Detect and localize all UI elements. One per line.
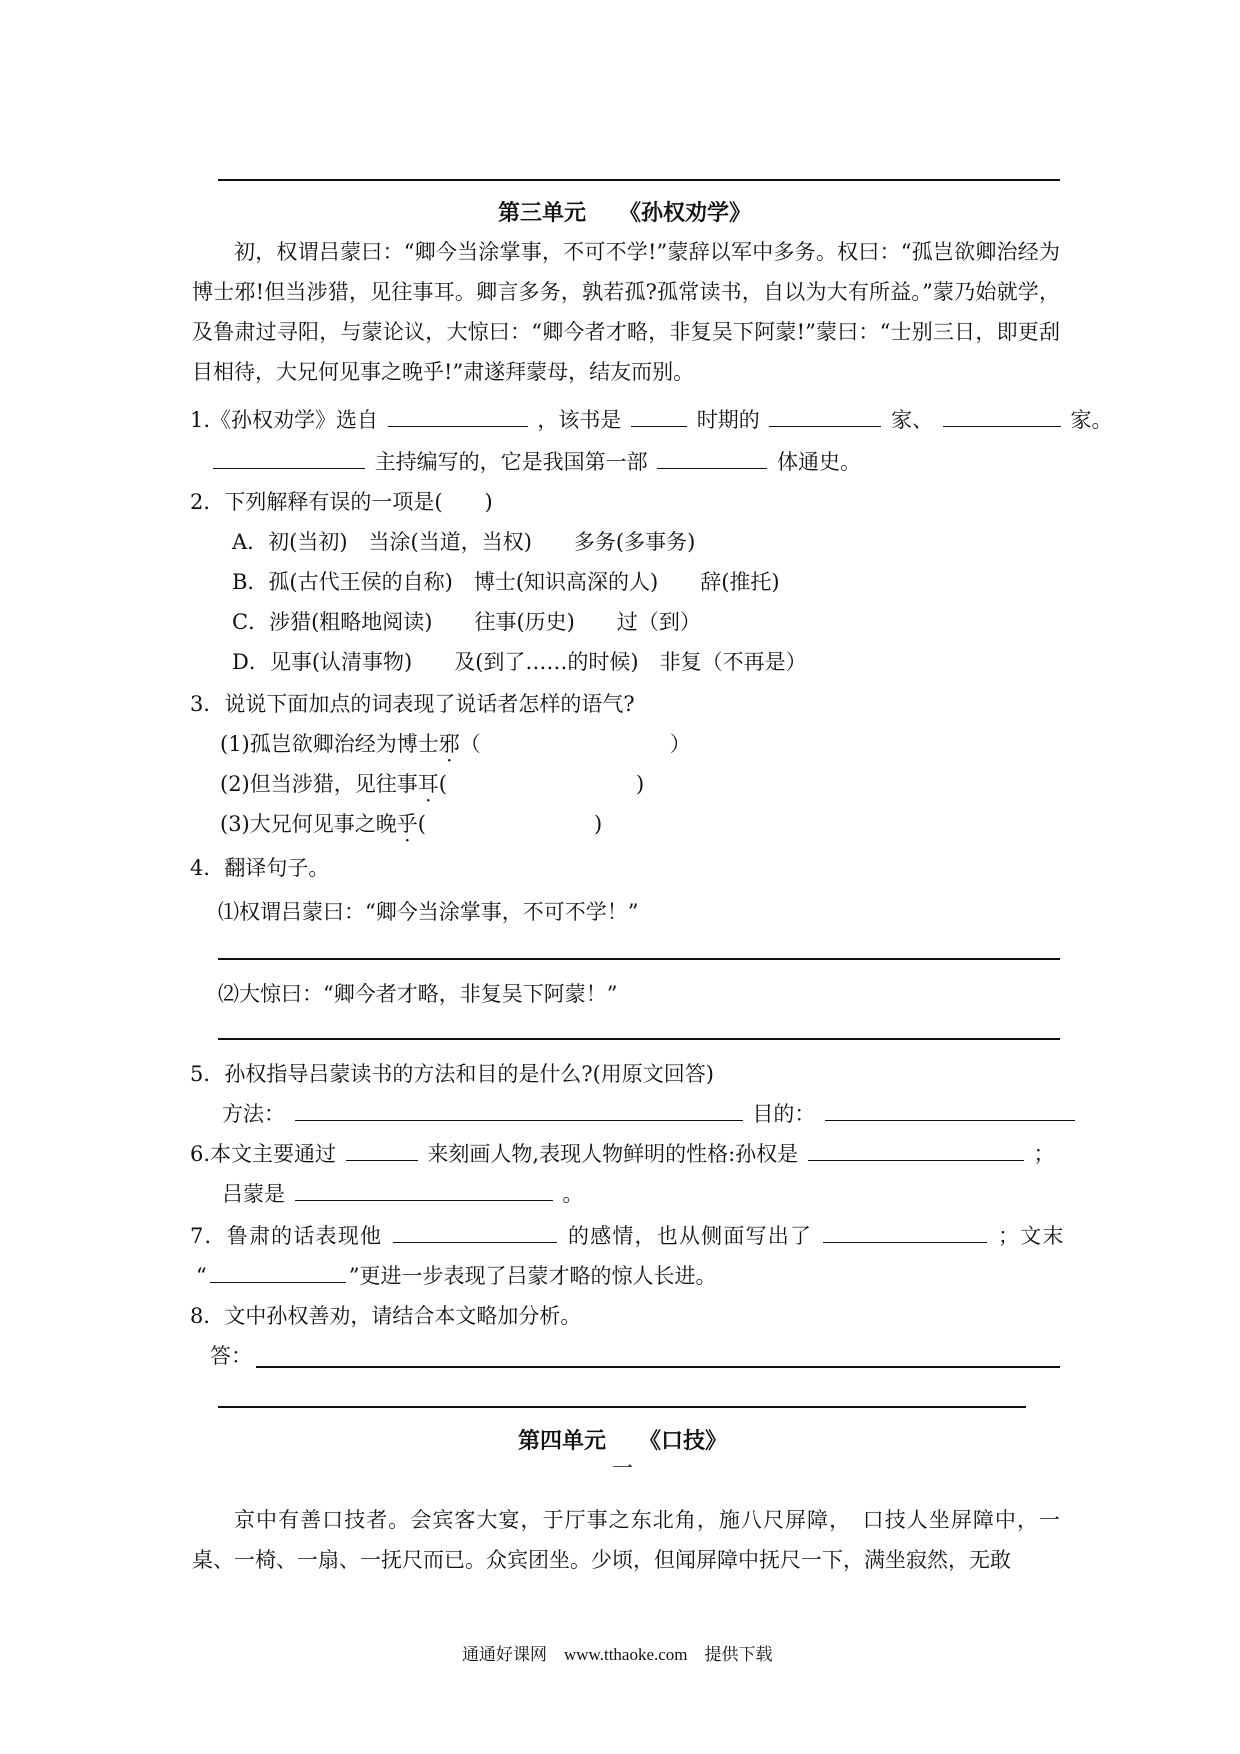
q6-blank-lvmeng[interactable]	[295, 1178, 553, 1201]
question-8-stem: 8．文中孙权善劝，请结合本文略加分析。	[190, 1304, 582, 1328]
q5-purpose-blank[interactable]	[825, 1098, 1075, 1121]
q3-item-3-text: (3)大兄何见事之晚	[220, 812, 397, 836]
q3-item-2-answer[interactable]: ( )	[438, 772, 645, 796]
q2-option-b[interactable]: B．孤(古代王侯的自称) 博士(知识高深的人) 辞(推托)	[232, 570, 780, 594]
q6-blank-method[interactable]	[346, 1138, 418, 1161]
question-7-line2	[196, 1260, 716, 1290]
q1-blank-role2[interactable]	[943, 404, 1061, 427]
question-4-stem: 4．翻译句子。	[190, 856, 330, 880]
q7-text-d: “	[196, 1264, 207, 1289]
q7-text-e: ”更进一步表现了吕蒙才略的惊人长进。	[348, 1264, 717, 1289]
q6-text-c: ；	[1033, 1142, 1055, 1167]
unit4-heading: 第四单元 《口技》	[518, 1428, 728, 1454]
q7-blank-feeling[interactable]	[393, 1220, 557, 1243]
q1-text-b: ，该书是	[537, 408, 622, 433]
q3-item-1-text: (1)孤岂欲卿治经为博士	[220, 732, 439, 756]
q1-blank-role1[interactable]	[769, 404, 881, 427]
q7-text-a: 7．鲁肃的话表现他	[190, 1224, 383, 1249]
unit4-passage-text: 京中有善口技者。会宾客大宴，于厅事之东北角，施八尺屏障， 口技人坐屏障中，一桌、一椅、一扇、一抚尺而已。众宾团坐。少顷，但闻屏障中抚尺一下，满坐寂然，无敢	[192, 1508, 1060, 1572]
q3-item-1	[220, 728, 691, 758]
q3-item-3-answer[interactable]: ( )	[417, 812, 603, 836]
q3-item-2	[220, 768, 644, 798]
unit4-subsection-mark: 一	[612, 1456, 633, 1480]
q1-blank-period[interactable]	[631, 404, 687, 427]
page-footer: 通通好课网 www.tthaoke.com 提供下载	[462, 1645, 773, 1664]
q4-sentence-2: ⑵大惊曰：“卿今者才略，非复吴下阿蒙！”	[218, 982, 618, 1006]
q6-text-a: 6.本文主要通过	[190, 1142, 337, 1167]
q7-text-c: ；文末	[997, 1224, 1065, 1249]
question-6-line2	[222, 1178, 583, 1208]
q3-item-1-dotted-word: 邪	[438, 732, 460, 756]
q5-method-blank[interactable]	[295, 1098, 743, 1121]
q3-item-3	[220, 808, 602, 838]
q5-method-label: 方法：	[222, 1102, 285, 1127]
question-3-stem: 3．说说下面加点的词表现了说话者怎样的语气?	[190, 692, 635, 716]
q2-option-c[interactable]: C．涉猎(粗略地阅读) 往事(历史) 过（到）	[232, 610, 701, 634]
question-6-line1	[190, 1138, 1055, 1168]
q2-option-d[interactable]: D．见事(认清事物) 及(到了……的时候) 非复（不再是）	[232, 650, 807, 674]
q6-blank-sunquan[interactable]	[808, 1138, 1024, 1161]
q3-item-3-dotted-word: 乎	[396, 812, 418, 836]
q4-sentence-1: ⑴权谓吕蒙曰：“卿今当涂掌事，不可不学！”	[218, 900, 639, 924]
q7-blank-side[interactable]	[823, 1220, 987, 1243]
q4-answer-line-1[interactable]	[218, 958, 1060, 960]
q1-text-c: 时期的	[696, 408, 760, 433]
q1-blank-source[interactable]	[388, 404, 528, 427]
question-2-stem: 2．下列解释有误的一项是( )	[190, 490, 493, 514]
q5-answers	[222, 1098, 1078, 1128]
q6-text-e: 。	[562, 1182, 584, 1207]
q1-text-g: 体通史。	[777, 450, 862, 475]
q7-text-b: 的感情，也从侧面写出了	[567, 1224, 813, 1249]
q1-text-d: 家、	[891, 408, 934, 433]
q7-blank-quote[interactable]	[210, 1260, 346, 1283]
unit3-passage-text: 初，权谓吕蒙曰：“卿今当涂掌事，不可不学!”蒙辞以军中多务。权曰：“孤岂欲卿治经为博士邪!但当涉猎，见往事耳。卿言多务，孰若孤?孤常读书，自以为大有所益。”蒙乃始就学，及鲁肃过寻阳，与蒙论议，大惊曰：“卿今者才略，非复吴下阿蒙!”蒙曰：“士别三日，即更刮目相待，大兄何见事之晚乎!”肃遂拜蒙母，结友而别。	[192, 240, 1060, 384]
question-1-line2	[210, 446, 861, 476]
unit3-passage	[192, 232, 1060, 392]
top-rule	[218, 179, 1060, 181]
q2-option-a[interactable]: A．初(当初) 当涂(当道，当权) 多务(多事务)	[232, 530, 696, 554]
q8-answer-label: 答：	[210, 1344, 252, 1368]
unit-separator-rule	[218, 1406, 1026, 1408]
q3-item-2-text: (2)但当涉猎，见往事	[220, 772, 418, 796]
unit4-passage	[192, 1500, 1060, 1580]
q8-answer-line[interactable]	[256, 1366, 1060, 1368]
question-1-line1	[190, 404, 1113, 434]
unit3-heading: 第三单元 《孙权劝学》	[498, 200, 752, 226]
q1-text-e: 家。	[1070, 408, 1113, 433]
question-7-line1	[190, 1220, 1065, 1250]
q6-text-b: 来刻画人物,表现人物鲜明的性格:孙权是	[427, 1142, 799, 1167]
q1-blank-genre[interactable]	[657, 446, 767, 469]
q5-purpose-label: 目的：	[752, 1102, 816, 1127]
q1-blank-editor[interactable]	[213, 446, 365, 469]
q3-item-2-dotted-word: 耳	[417, 772, 439, 796]
q1-text-f: 主持编写的，它是我国第一部	[374, 450, 648, 475]
q6-text-d: 吕蒙是	[222, 1182, 285, 1207]
q4-answer-line-2[interactable]	[218, 1038, 1060, 1040]
q1-text-a: 1.《孙权劝学》选自	[190, 408, 379, 433]
question-5-stem: 5．孙权指导吕蒙读书的方法和目的是什么?(用原文回答)	[190, 1062, 715, 1086]
q3-item-1-answer[interactable]: （ ）	[459, 732, 691, 756]
